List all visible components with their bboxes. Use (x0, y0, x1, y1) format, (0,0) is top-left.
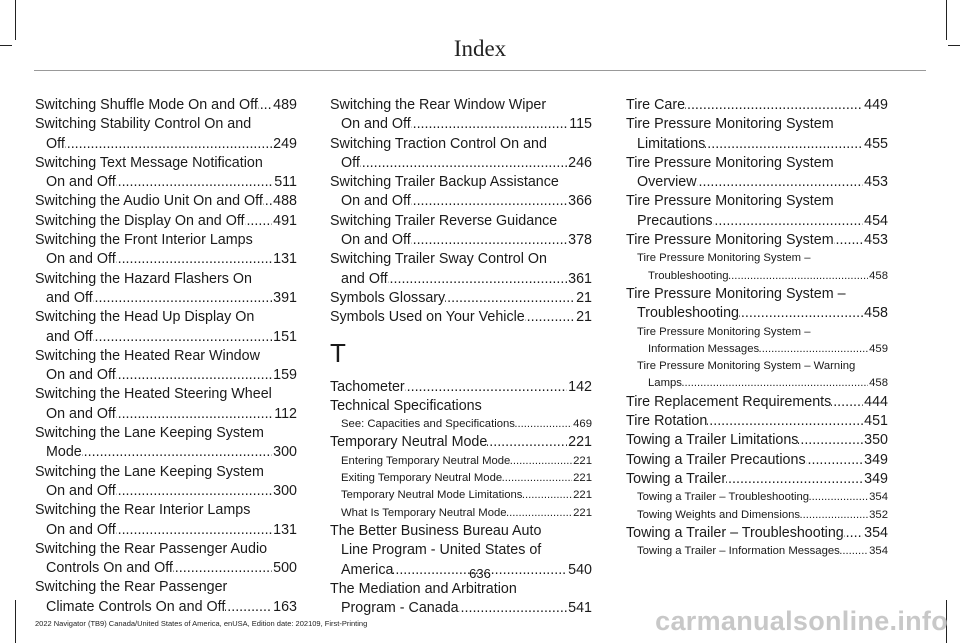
index-entry (35, 578, 297, 617)
index-entry-text: Switching Trailer Backup Assistance On and Off (330, 174, 559, 210)
index-entry-page: 300 (272, 482, 297, 501)
index-entry-text: Switching the Head Up Display On and Off (35, 309, 255, 345)
index-entry-text: Switching Text Message Notification On and Off (35, 154, 263, 191)
index-entry-text: Tire Care (626, 97, 686, 113)
index-subentry (330, 453, 592, 470)
index-entry-text: Symbols Used on Your Vehicle (330, 309, 525, 326)
index-entry-text: Tire Pressure Monitoring System – Information Messages (637, 325, 811, 355)
index-entry-page: 541 (567, 599, 592, 618)
index-entry-page: 378 (567, 231, 592, 250)
page-title: Index (453, 36, 507, 61)
index-entry-text: What Is Temporary Neutral Mode (341, 506, 507, 519)
index-entry (330, 250, 592, 289)
index-entry-text: Switching the Lane Keeping System Mode (35, 425, 264, 461)
index-entry (35, 115, 297, 154)
index-column-2 (330, 96, 592, 618)
index-entry (330, 308, 592, 327)
index-entry-page: 453 (863, 173, 888, 192)
index-entry-page: 391 (272, 289, 297, 308)
index-entry (626, 231, 888, 250)
index-entry-text: See: Capacities and Specifications (341, 418, 515, 431)
index-subentry (626, 489, 888, 506)
index-entry-text: Towing a Trailer – Information Messages (637, 545, 840, 558)
index-entry-page: 444 (863, 393, 888, 412)
index-entry-page: 354 (868, 543, 888, 560)
index-subentry (626, 358, 888, 393)
index-entry-text: Temporary Neutral Mode (330, 434, 488, 451)
index-entry-text: The Better Business Bureau Auto Line Program - United States of America (330, 522, 542, 578)
index-entry (626, 431, 888, 450)
index-entry-page: 491 (272, 212, 297, 231)
crop-mark-bottom-left-vertical (15, 600, 16, 643)
index-entry-page: 511 (273, 173, 297, 192)
index-subentry (626, 250, 888, 285)
index-entry (330, 135, 592, 174)
index-entry (35, 192, 297, 211)
index-entry (35, 231, 297, 270)
index-entry (626, 154, 888, 193)
index-entry-text: Switching the Rear Passenger Climate Controls On and Off (35, 579, 228, 615)
page-number: 636 (469, 566, 491, 581)
index-entry (35, 96, 297, 115)
edition-footer: 2022 Navigator (TB9) Canada/United States of America, enUSA, Edition date: 202109, First-Printing (35, 619, 368, 628)
index-entry-page: 354 (863, 524, 888, 543)
index-entry-text: Technical Specifications (330, 397, 482, 414)
index-entry-page: 458 (863, 304, 888, 323)
index-entry-page: 488 (272, 192, 297, 211)
index-entry-page: 221 (572, 470, 592, 487)
index-entry-page: 142 (567, 378, 592, 397)
index-entry-page: 489 (272, 96, 297, 115)
index-entry (626, 96, 888, 115)
index-entry-text: Switching the Heated Rear Window On and Off (35, 347, 260, 384)
index-entry-page: 349 (863, 451, 888, 470)
index-entry-text: Towing a Trailer – Troubleshooting (637, 491, 810, 504)
index-entry-text: Tire Pressure Monitoring System – Troubleshooting (637, 252, 811, 282)
index-entry-page: 350 (863, 431, 888, 450)
index-entry-text: Switching the Audio Unit On and Off (35, 193, 263, 210)
index-entry (35, 347, 297, 386)
index-subentry (330, 505, 592, 522)
index-entry (626, 451, 888, 470)
index-entry (626, 393, 888, 412)
index-entry-page: 300 (272, 443, 297, 462)
index-entry-text: Switching the Display On and Off (35, 212, 245, 229)
index-entry (330, 212, 592, 251)
index-entry (35, 501, 297, 540)
index-entry-text: Switching Traction Control On and Off (330, 135, 547, 171)
index-subentry (330, 416, 592, 433)
index-entry (35, 385, 297, 424)
index-entry-text: Tachometer (330, 378, 405, 395)
index-entry (330, 433, 592, 452)
crop-mark-top-left-vertical (15, 0, 16, 40)
index-entry (626, 192, 888, 231)
index-entry-text: Tire Pressure Monitoring System – Troubleshooting (626, 285, 846, 322)
index-entry-text: Switching the Lane Keeping System On and Off (35, 463, 264, 499)
index-subentry (330, 487, 592, 504)
index-subentry (626, 324, 888, 359)
index-entry-page: 159 (272, 366, 297, 385)
index-entry-text: Towing a Trailer Precautions (626, 451, 806, 468)
index-entry-text: Switching the Rear Window Wiper On and Off (330, 97, 547, 133)
index-entry-text: Switching the Rear Passenger Audio Controls On and Off (35, 540, 268, 577)
index-entry-text: Towing a Trailer – Troubleshooting (626, 524, 844, 541)
index-entry-page: 112 (273, 405, 297, 424)
index-entry-page: 500 (272, 559, 297, 578)
index-entry (330, 173, 592, 212)
index-entry-page: 540 (567, 561, 592, 580)
index-entry-text: Towing a Trailer Limitations (626, 432, 799, 449)
index-entry-text: Tire Pressure Monitoring System Precautions (626, 193, 834, 229)
index-entry-text: The Mediation and Arbitration Program - Canada (330, 580, 517, 617)
index-entry-page: 151 (272, 328, 297, 347)
index-entry (35, 154, 297, 193)
index-entry-page: 349 (863, 470, 888, 489)
index-entry-text: Entering Temporary Neutral Mode (341, 454, 511, 467)
index-entry-page: 354 (868, 489, 888, 506)
index-column-1 (35, 96, 297, 617)
index-entry-text: Switching Trailer Reverse Guidance On and Off (330, 212, 558, 249)
index-entry (626, 524, 888, 543)
index-column-3 (626, 96, 888, 560)
index-subentry (626, 543, 888, 560)
index-entry (330, 397, 592, 416)
index-entry-page: 21 (575, 289, 592, 308)
index-subentry (330, 470, 592, 487)
index-entry (35, 270, 297, 309)
index-entry (330, 289, 592, 308)
index-entry-text: Towing Weights and Dimensions (637, 508, 801, 521)
index-entry-text: Temporary Neutral Mode Limitations (341, 489, 523, 502)
index-entry-page: 249 (272, 135, 297, 154)
index-entry-page: 454 (863, 212, 888, 231)
index-entry-page: 221 (567, 433, 592, 452)
index-entry-text: Switching Trailer Sway Control On and Off (330, 251, 547, 287)
index-entry-text: Tire Replacement Requirements (626, 393, 832, 410)
index-entry-text: Switching Shuffle Mode On and Off (35, 97, 258, 113)
index-entry (626, 412, 888, 431)
index-entry (35, 212, 297, 231)
index-entry-page: 246 (567, 154, 592, 173)
index-entry-text: Switching the Heated Steering Wheel On and Off (35, 386, 272, 422)
index-entry (35, 308, 297, 347)
index-entry-page: 361 (567, 270, 592, 289)
index-entry (626, 285, 888, 324)
index-entry-page: 131 (272, 250, 297, 269)
index-entry-page: 458 (868, 268, 888, 285)
index-entry-text: Towing a Trailer (626, 470, 727, 487)
index-entry (626, 470, 888, 489)
index-entry-text: Switching the Rear Interior Lamps On and Off (35, 502, 251, 538)
index-entry-text: Switching the Front Interior Lamps On and Off (35, 232, 253, 268)
crop-mark-top-right-vertical (946, 0, 947, 40)
index-entry-text: Tire Pressure Monitoring System – Warning Lamps (637, 360, 856, 390)
index-entry (330, 580, 592, 619)
index-entry (330, 378, 592, 397)
index-entry-text: Tire Rotation (626, 413, 708, 430)
index-subentry (626, 507, 888, 524)
index-entry-page: 453 (863, 231, 888, 250)
index-entry-text: Symbols Glossary (330, 289, 446, 306)
index-entry-page: 458 (868, 375, 888, 392)
index-entry-text: Switching Stability Control On and Off (35, 116, 252, 152)
index-entry (626, 115, 888, 154)
index-entry-page: 221 (572, 453, 592, 470)
index-entry-text: Exiting Temporary Neutral Mode (341, 472, 503, 485)
index-entry-page: 131 (272, 521, 297, 540)
index-entry-page: 449 (863, 96, 888, 115)
index-entry-page: 455 (863, 135, 888, 154)
index-entry-page: 469 (572, 416, 592, 433)
index-entry-page: 163 (272, 598, 297, 617)
index-entry-page: 221 (572, 487, 592, 504)
index-entry (330, 96, 592, 135)
index-entry-page: 221 (572, 505, 592, 522)
index-entry (35, 424, 297, 463)
index-entry-page: 115 (568, 115, 592, 134)
index-entry-page: 352 (868, 507, 888, 524)
index-entry-page: 366 (567, 192, 592, 211)
index-entry-text: Tire Pressure Monitoring System Overview (626, 154, 834, 191)
index-entry-page: 21 (575, 308, 592, 327)
index-letter-heading: T (330, 337, 346, 368)
title-rule (34, 70, 926, 71)
index-entry (35, 463, 297, 502)
index-entry-text: Tire Pressure Monitoring System Limitations (626, 116, 834, 152)
index-entry-text: Switching the Hazard Flashers On and Off (35, 270, 252, 306)
index-entry-page: 451 (863, 412, 888, 431)
watermark: carmanualsonline.info (655, 606, 948, 636)
index-entry-page: 459 (868, 341, 888, 358)
index-entry-text: Tire Pressure Monitoring System (626, 232, 834, 249)
